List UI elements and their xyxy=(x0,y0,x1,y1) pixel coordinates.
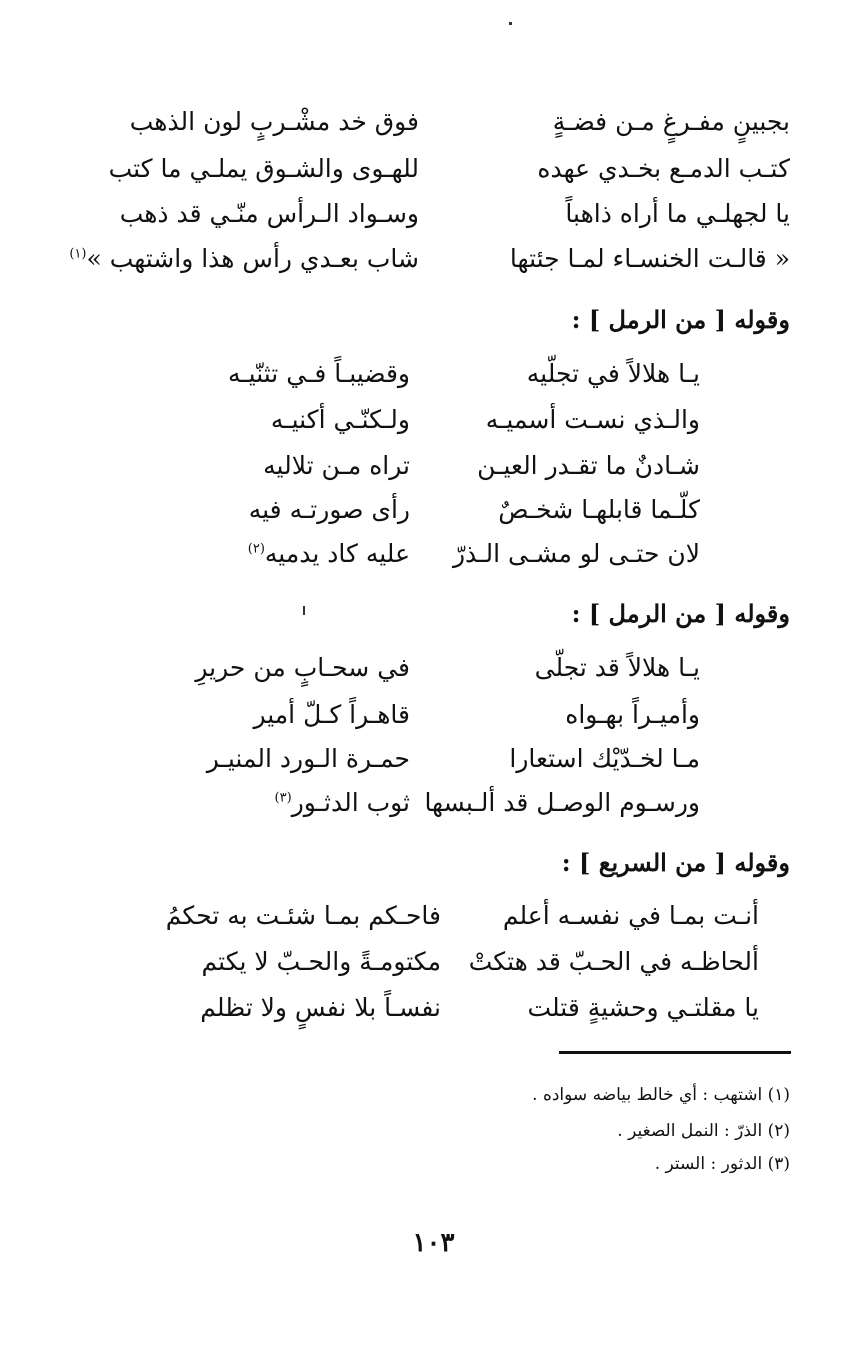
verse-5-second-hemistich: وقضيبـاً فـي تثنّيـه xyxy=(227,359,410,388)
verse-text: ثوب الدثـور xyxy=(291,788,410,817)
verse-14-first-hemistich: أنـت بمـا في نفسـه أعلم xyxy=(502,901,759,930)
scan-speck xyxy=(509,22,512,25)
page-number: ١٠٣ xyxy=(412,1228,455,1258)
footnote-marker-3: (٣) xyxy=(274,790,292,806)
verse-15-second-hemistich: مكتومـةً والحـبّ لا يكتم xyxy=(201,947,441,976)
footnote-marker-2: (٢) xyxy=(247,541,265,557)
verse-14-second-hemistich: فاحـكم بمـا شئـت به تحكمُ xyxy=(165,901,441,930)
footnote-1: (١) اشتهب : أي خالط بياضه سواده . xyxy=(532,1085,790,1105)
footnote-2: (٢) الذرّ : النمل الصغير . xyxy=(617,1121,790,1141)
verse-12-second-hemistich: حمـرة الـورد المنيـر xyxy=(206,744,410,773)
poem-intro-sari: وقوله [ من السريع ] : xyxy=(561,848,790,877)
verse-11-second-hemistich: قاهـراً كـلّ أمير xyxy=(253,700,410,729)
verse-7-second-hemistich: تراه مـن تلاليه xyxy=(263,451,410,480)
verse-1-first-hemistich: بجبينٍ مفـرغٍ مـن فضـةٍ xyxy=(552,107,790,136)
verse-8-first-hemistich: كلّـما قابلهـا شخـصٌ xyxy=(498,495,700,524)
verse-16-second-hemistich: نفسـاً بلا نفسٍ ولا تظلم xyxy=(200,993,441,1022)
verse-10-first-hemistich: يـا هلالاً قد تجلّى xyxy=(534,653,700,682)
verse-text: شاب بعـدي رأس هذا واشتهب » xyxy=(86,244,419,273)
verse-7-first-hemistich: شـادنٌ ما تقـدر العيـن xyxy=(477,451,700,480)
verse-5-first-hemistich: يـا هلالاً في تجلّيه xyxy=(526,359,700,388)
verse-13-first-hemistich: ورسـوم الوصـل قد ألـبسها xyxy=(424,788,700,817)
poem-intro-ramal-2: وقوله [ من الرمل ] : xyxy=(571,599,790,628)
verse-9-second-hemistich xyxy=(248,536,410,572)
verse-13-second-hemistich xyxy=(275,785,410,821)
verse-8-second-hemistich: رأى صورتـه فيه xyxy=(248,495,410,524)
footnote-separator xyxy=(559,1051,791,1054)
verse-text: عليه كاد يدميه xyxy=(264,539,410,568)
verse-10-second-hemistich: في سحـابٍ من حريرِ xyxy=(195,653,410,682)
verse-4-second-hemistich xyxy=(69,241,419,277)
verse-15-first-hemistich: ألحاظـه في الحـبّ قد هتكتْ xyxy=(468,947,759,976)
scan-speck xyxy=(303,606,305,615)
verse-6-first-hemistich: والـذي نسـت أسميـه xyxy=(485,405,700,434)
verse-3-first-hemistich: يا لجهلـي ما أراه ذاهباً xyxy=(565,199,790,228)
verse-1-second-hemistich: فوق خد مشْـربٍ لون الذهب xyxy=(129,107,419,136)
footnote-3: (٣) الدثور : الستر . xyxy=(654,1154,790,1174)
verse-16-first-hemistich: يا مقلتـي وحشيةٍ قتلت xyxy=(527,993,759,1022)
verse-11-first-hemistich: وأميـراً بهـواه xyxy=(565,700,700,729)
verse-2-second-hemistich: للهـوى والشـوق يملـي ما كتب xyxy=(108,154,419,183)
verse-3-second-hemistich: وسـواد الـرأس منّـي قد ذهب xyxy=(119,199,419,228)
verse-6-second-hemistich: ولـكنّـي أكنيـه xyxy=(270,405,410,434)
verse-4-first-hemistich: « قالـت الخنسـاء لمـا جئتها xyxy=(509,244,790,273)
footnote-marker-1: (١) xyxy=(69,246,87,262)
verse-12-first-hemistich: مـا لخـدّيْك استعارا xyxy=(509,744,700,773)
verse-9-first-hemistich: لان حتـى لو مشـى الـذرّ xyxy=(452,539,700,568)
poem-intro-ramal-1: وقوله [ من الرمل ] : xyxy=(571,305,790,334)
verse-2-first-hemistich: كتـب الدمـع بخـدي عهده xyxy=(537,154,790,183)
